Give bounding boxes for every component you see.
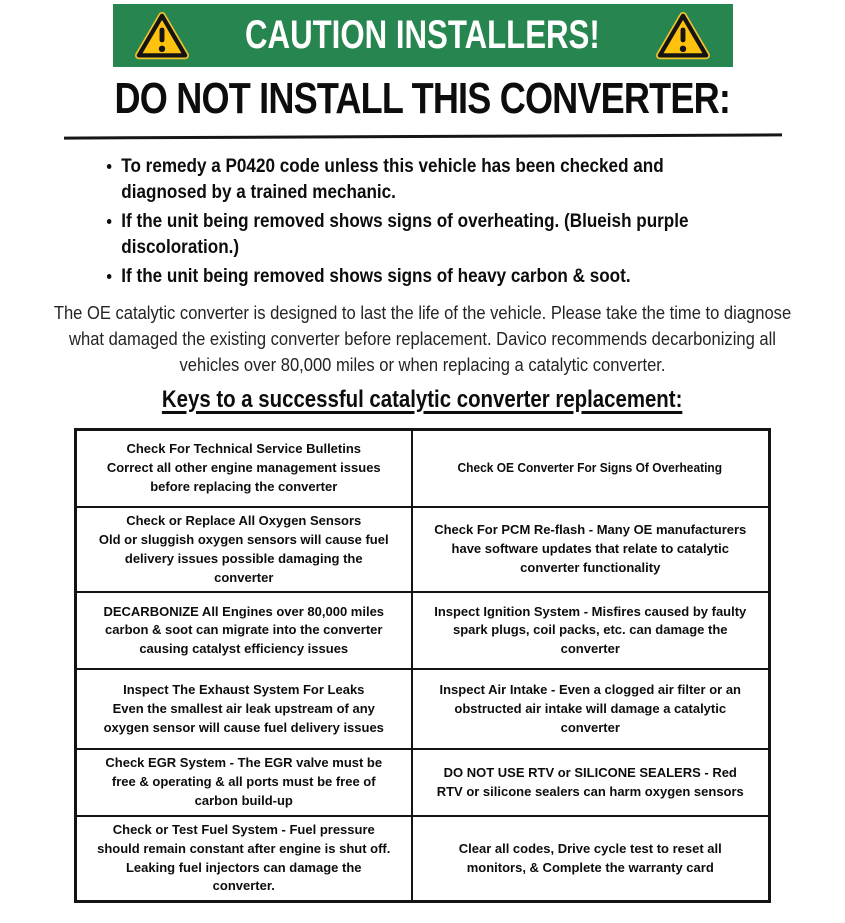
- cell-line: Check or Test Fuel System - Fuel pressure should remain constant after engine is shut off. Leaking fuel injectors can damage the converter.: [97, 821, 391, 894]
- divider-line: [63, 133, 781, 139]
- keys-heading-text: Keys to a successful catalytic converter replacement:: [162, 385, 683, 413]
- table-cell-tsb: [76, 429, 412, 507]
- cell-line: Check EGR System - The EGR valve must be free & operating & all ports must be free of carbon build-up: [105, 755, 383, 809]
- warning-triangle-icon: [135, 11, 189, 61]
- keys-heading: [0, 386, 845, 414]
- bullet-item: [106, 209, 727, 260]
- paragraph-line: vehicles over 80,000 miles or when replacing a catalytic converter.: [179, 354, 666, 375]
- table-row: [76, 592, 770, 669]
- tips-table: [74, 428, 771, 904]
- table-cell-oe-overheating: [412, 429, 770, 507]
- table-cell-egr-system: [76, 749, 412, 816]
- bullet-line: diagnosed by a trained mechanic.: [121, 181, 396, 203]
- table-row: [76, 749, 770, 816]
- cell-line: Inspect Air Intake - Even a clogged air filter or an obstructed air intake will damage a catalytic converter: [439, 682, 741, 735]
- paragraph-line: what damaged the existing converter before replacement. Davico recommends decarbonizing all: [69, 328, 776, 349]
- main-heading: [0, 75, 845, 123]
- cell-line: Inspect The Exhaust System For Leaks: [123, 682, 365, 698]
- caution-banner: [113, 4, 733, 67]
- cell-line: DECARBONIZE All Engines over 80,000 miles carbon & soot can migrate into the converter causing catalyst efficiency issues: [103, 603, 385, 657]
- table-cell-no-rtv: [412, 749, 770, 816]
- caution-flyer: [0, 4, 845, 923]
- table-cell-pcm-reflash: [412, 507, 770, 592]
- bullet-item: [106, 264, 727, 290]
- cell-line: Correct all other engine management issues before replacing the converter: [106, 459, 381, 494]
- bullet-line: If the unit being removed shows signs of overheating. (Blueish purple: [121, 211, 689, 232]
- cell-line: Check For PCM Re-flash - Many OE manufacturers have software updates that relate to catalytic converter functionality: [434, 522, 747, 576]
- bullet-item: [106, 154, 727, 205]
- bullet-line: discoloration.): [121, 236, 240, 258]
- cell-line: Even the smallest air leak upstream of any oxygen sensor will cause fuel delivery issues: [103, 700, 384, 735]
- table-cell-exhaust-leaks: [76, 669, 412, 749]
- table-cell-oxygen-sensors: [76, 507, 412, 592]
- cell-line: Check For Technical Service Bulletins: [126, 440, 362, 456]
- table-cell-decarbonize: [76, 592, 412, 669]
- intro-paragraph: [34, 300, 811, 378]
- table-cell-fuel-system: [76, 816, 412, 902]
- table-cell-ignition-system: [412, 592, 770, 669]
- warning-bullet-list: [106, 154, 727, 290]
- table-row: [76, 669, 770, 749]
- banner-title: CAUTION INSTALLERS!: [245, 13, 600, 57]
- cell-line: DO NOT USE RTV or SILICONE SEALERS - Red RTV or silicone sealers can harm oxygen sensors: [436, 764, 744, 799]
- cell-line: Clear all codes, Drive cycle test to reset all monitors, & Complete the warranty card: [458, 840, 722, 875]
- cell-line: Check or Replace All Oxygen Sensors: [126, 513, 362, 528]
- warning-triangle-icon: [656, 11, 710, 61]
- cell-line: Old or sluggish oxygen sensors will cause fuel delivery issues possible damaging the converter: [98, 531, 389, 585]
- table-cell-clear-codes: [412, 816, 770, 902]
- bullet-line: If the unit being removed shows signs of heavy carbon & soot.: [121, 266, 631, 287]
- paragraph-line: The OE catalytic converter is designed to last the life of the vehicle. Please take the time to diagnose: [53, 302, 792, 323]
- cell-line: Check OE Converter For Signs Of Overheating: [457, 459, 723, 475]
- table-row: [76, 507, 770, 592]
- table-cell-air-intake: [412, 669, 770, 749]
- bullet-line: To remedy a P0420 code unless this vehicle has been checked and: [121, 156, 664, 177]
- table-row: [76, 429, 770, 507]
- main-heading-text: DO NOT INSTALL THIS CONVERTER:: [114, 74, 731, 123]
- table-row: [76, 816, 770, 902]
- cell-line: Inspect Ignition System - Misfires caused by faulty spark plugs, coil packs, etc. can damage the converter: [434, 603, 747, 657]
